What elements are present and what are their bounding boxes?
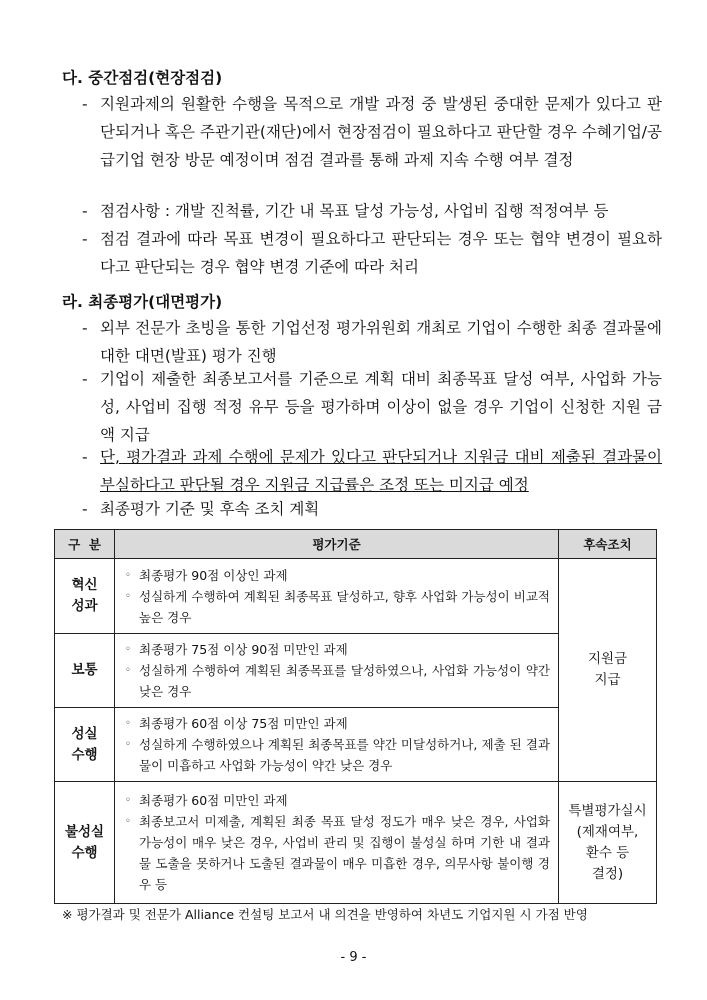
criteria-text: 성실하게 수행하여 계획된 최종목표를 달성하였으나, 사업화 가능성이 약간 낮은 경우 <box>139 663 550 699</box>
evaluation-criteria-table <box>54 529 657 904</box>
criteria-item <box>121 586 550 628</box>
criteria-cell <box>115 782 559 904</box>
section-c-bullet-2 <box>82 197 662 225</box>
bullet-icon: ◦ <box>125 816 131 827</box>
footnote: ※ 평가결과 및 전문가 Alliance 컨설팅 보고서 내 의견을 반영하여 차년도 기업지원 시 가점 반영 <box>62 907 588 922</box>
criteria-text: 성실하게 수행하여 계획된 최종목표 달성하고, 향후 사업화 가능성이 비교적 높은 경우 <box>139 588 550 625</box>
criteria-text: 성실하게 수행하였으나 계획된 최종목표를 약간 미달성하거나, 제출 된 결과물이 미흡하고 사업화 가능성이 약간 낮은 경우 <box>139 737 550 773</box>
dash-marker: - <box>82 370 88 388</box>
page-number: - 9 - <box>340 950 367 965</box>
table-row <box>55 559 657 634</box>
header-criteria: 평가기준 <box>115 530 559 559</box>
bullet-text: 지원과제의 원활한 수행을 목적으로 개발 과정 중 발생된 중대한 문제가 있다고 판단되거나 혹은 주관기관(재단)에서 현장점검이 필요하다고 판단할 경우 수혜기업/공급기업 현장 방문 예정이며 점검 결과를 통해 과제 지속 수행 여부 결정 <box>100 95 662 169</box>
criteria-text: 최종평가 60점 이상 75점 미만인 과제 <box>139 716 348 731</box>
bullet-text-underlined: 단, 평가결과 과제 수행에 문제가 있다고 판단되거나 지원금 대비 제출된 결과물이 부실하다고 판단될 경우 지원금 지급률은 조정 또는 미지급 예정 <box>100 448 662 494</box>
bullet-icon: ◦ <box>125 644 131 655</box>
criteria-item <box>121 811 550 895</box>
table-header-row <box>55 530 657 559</box>
category-cell: 보통 <box>55 634 115 708</box>
category-cell: 혁신 성과 <box>55 559 115 634</box>
dash-marker: - <box>82 319 88 337</box>
section-d-title: 라. 최종평가(대면평가) <box>62 293 223 311</box>
section-d-bullet-4 <box>82 495 662 523</box>
category-cell: 불성실 수행 <box>55 782 115 904</box>
bullet-icon: ◦ <box>125 590 131 602</box>
action-cell-special: 특별평가실시 (제재여부, 환수 등 결정) <box>559 782 657 904</box>
criteria-text: 최종평가 90점 이상인 과제 <box>139 567 288 583</box>
bullet-text: 기업이 제출한 최종보고서를 기준으로 계획 대비 최종목표 달성 여부, 사업화 가능성, 사업비 집행 적정 유무 등을 평가하며 이상이 없을 경우 기업이 신청한 지원 금액 지급 <box>100 370 662 444</box>
dash-marker: - <box>82 500 88 518</box>
bullet-icon: ◦ <box>125 718 131 729</box>
criteria-cell <box>115 634 559 708</box>
bullet-icon: ◦ <box>125 795 131 806</box>
criteria-cell <box>115 708 559 782</box>
bullet-text: 점검 결과에 따라 목표 변경이 필요하다고 판단되는 경우 또는 협약 변경이 필요하다고 판단되는 경우 협약 변경 기준에 따라 처리 <box>100 230 662 276</box>
bullet-icon: ◦ <box>125 739 131 750</box>
criteria-item <box>121 734 550 776</box>
dash-marker: - <box>82 202 88 220</box>
criteria-item <box>121 660 550 702</box>
header-action: 후속조치 <box>559 530 657 559</box>
section-d-bullet-2 <box>82 365 662 449</box>
bullet-icon: ◦ <box>125 665 131 676</box>
section-c-bullet-3 <box>82 225 662 281</box>
bullet-text: 외부 전문가 초빙을 통한 기업선정 평가위원회 개최로 기업이 수행한 최종 결과물에 대한 대면(발표) 평가 진행 <box>100 319 662 365</box>
dash-marker: - <box>82 95 88 113</box>
criteria-text: 최종보고서 미제출, 계획된 최종 목표 달성 정도가 매우 낮은 경우, 사업화 가능성이 매우 낮은 경우, 사업비 관리 및 집행이 불성실 하며 기한 내 결과물 도출을 못하거나 도출된 결과물이 매우 미흡한 경우, 의무사항 불이행 경우 등 <box>139 814 550 892</box>
bullet-icon: ◦ <box>125 569 131 581</box>
criteria-cell <box>115 559 559 634</box>
dash-marker: - <box>82 230 88 248</box>
criteria-text: 최종평가 60점 미만인 과제 <box>139 793 288 808</box>
bullet-text: 최종평가 기준 및 후속 조치 계획 <box>100 500 320 518</box>
section-c-title: 다. 중간점검(현장점검) <box>62 69 223 87</box>
bullet-text: 점검사항 : 개발 진척률, 기간 내 목표 달성 가능성, 사업비 집행 적정여부 등 <box>100 202 609 220</box>
category-cell: 성실 수행 <box>55 708 115 782</box>
dash-marker: - <box>82 448 88 466</box>
criteria-item <box>121 713 550 734</box>
section-c-bullet-1 <box>82 90 662 174</box>
action-cell-grant: 지원금 지급 <box>559 559 657 782</box>
criteria-item <box>121 565 550 586</box>
section-d-bullet-1 <box>82 314 662 370</box>
criteria-item <box>121 639 550 660</box>
header-category: 구 분 <box>55 530 115 559</box>
criteria-item <box>121 790 550 811</box>
section-d-bullet-3 <box>82 443 662 499</box>
criteria-text: 최종평가 75점 이상 90점 미만인 과제 <box>139 642 348 657</box>
table-row <box>55 782 657 904</box>
